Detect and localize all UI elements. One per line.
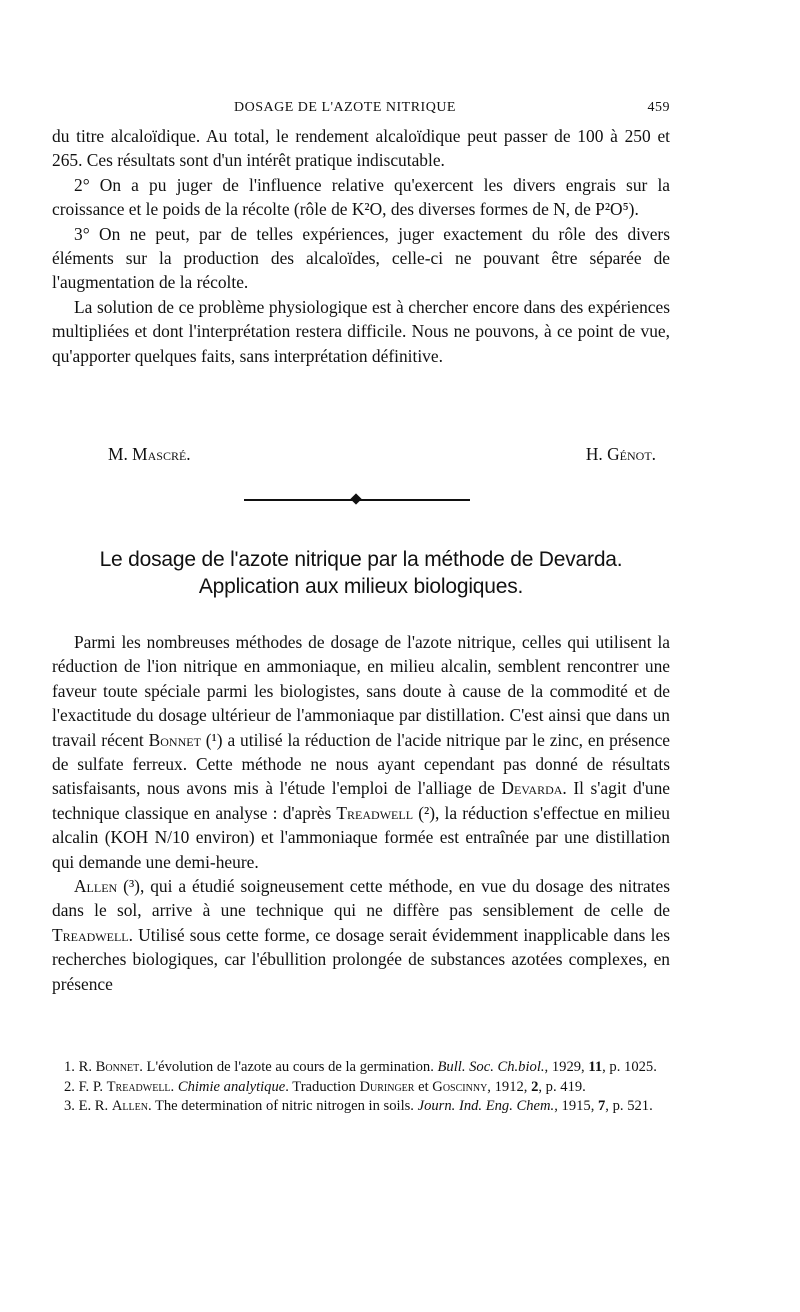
- article-title: [52, 546, 670, 600]
- author-name: Bonnet: [95, 1059, 140, 1075]
- paragraph: du titre alcaloïdique. Au total, le rendement alcaloïdique peut passer de 100 à 250 et 265. Ces résultats sont d'un intérêt pratique indiscutable.: [52, 126, 670, 171]
- paragraph: [52, 874, 670, 996]
- separator-diamond-icon: [350, 493, 361, 504]
- author-signature-genot: H. Génot.: [585, 444, 656, 464]
- text-run: , p. 1025.: [602, 1059, 657, 1075]
- author-name: Allen: [74, 876, 118, 897]
- author-signature-mascre: M. Mascré.: [108, 444, 191, 464]
- text-run: . Il s'agit d'une technique classique en analyse : d'après: [52, 778, 671, 823]
- text-run: 1. R.: [64, 1059, 96, 1075]
- author-name: Treadwell: [106, 1078, 171, 1095]
- text-run: et: [414, 1078, 433, 1095]
- journal-name: Bull. Soc. Ch.biol.: [437, 1059, 545, 1075]
- text-run: 2. F. P.: [64, 1078, 107, 1095]
- footnotes: [52, 1058, 670, 1117]
- journal-name: Journ. Ind. Eng. Chem.: [417, 1098, 555, 1115]
- book-title: Chimie analytique: [177, 1078, 286, 1095]
- text-run: . Utilisé sous cette forme, ce dosage serait évidemment inapplicable dans les recherches biologiques, car l'ébullition prolongée de substances azotées complexes, en présence: [52, 924, 670, 994]
- author-name: Treadwell: [52, 924, 129, 945]
- paragraph: La solution de ce problème physiologique est à chercher encore dans des expériences multipliées et dont l'interprétation restera difficile. Nous ne pouvons, à ce point de vue, qu'apporter quelques faits, sans interprétation définitive.: [52, 296, 670, 366]
- author-name: Treadwell: [336, 802, 414, 823]
- text-run: , p. 419.: [538, 1078, 586, 1095]
- page-number: 459: [647, 100, 670, 115]
- paragraph: 3° On ne peut, par de telles expériences, juger exactement du rôle des divers éléments sur la production des alcaloïdes, celle-ci ne pouvant être séparée de l'augmentation de la récolte.: [52, 223, 670, 293]
- text-run: , p. 521.: [605, 1098, 653, 1115]
- text-run: (²), la réduction s'effectue en milieu alcalin (KOH N/10 environ) et l'ammoniaque formée est entraînée par une distillation qui demande une demi-heure.: [52, 802, 670, 872]
- author-name: Devarda: [501, 778, 563, 799]
- text-run: . The determination of nitric nitrogen in soils.: [147, 1098, 418, 1115]
- article-title-line: Le dosage de l'azote nitrique par la méthode de Devarda.: [99, 548, 623, 571]
- text-run: , 1915,: [554, 1098, 598, 1115]
- text-run: . L'évolution de l'azote au cours de la germination.: [139, 1059, 438, 1075]
- running-header: [52, 100, 670, 120]
- translator-name: Goscinny: [432, 1078, 488, 1095]
- paragraph: 2° On a pu juger de l'influence relative qu'exercent les divers engrais sur la croissance et le poids de la récolte (rôle de K²O, des diverses formes de N, de P²O⁵).: [52, 174, 670, 220]
- text-run: Parmi les nombreuses méthodes de dosage de l'azote nitrique, celles qui utilisent la réduction de l'ion nitrique en ammoniaque, en milieu alcalin, semblent rencontrer une faveur toute spéciale parmi les biologistes, sans doute à cause de la commodité et de l'exactitude du dosage ultérieur de l'ammoniaque par distillation. C'est ainsi que dans un travail récent: [52, 632, 670, 750]
- volume-number: 7: [598, 1098, 606, 1115]
- article-subtitle-line: Application aux milieux biologiques.: [198, 575, 524, 598]
- paragraph: [52, 630, 670, 874]
- previous-article-conclusion: [52, 124, 670, 368]
- text-run: , 1929,: [544, 1059, 589, 1075]
- text-run: , 1912,: [487, 1078, 532, 1095]
- author-name: Allen: [111, 1098, 148, 1115]
- volume-number: 2: [531, 1078, 539, 1095]
- author-name: Bonnet: [148, 729, 201, 750]
- article-body: [52, 630, 670, 996]
- section-separator: [244, 495, 470, 505]
- volume-number: 11: [588, 1059, 603, 1075]
- footnote-3: [52, 1097, 670, 1117]
- text-run: (¹) a utilisé la réduction de l'acide nitrique par le zinc, en présence de sulfate ferreux. Cette méthode ne nous ayant cependant pas donné de résultats satisfaisants, nous avons mis à l'étude l'emploi de l'alliage de: [52, 729, 671, 799]
- text-run: (³), qui a étudié soigneusement cette méthode, en vue du dosage des nitrates dans le sol, arrive à une technique qui ne diffère pas sensiblement de celle de: [52, 876, 670, 921]
- text-run: 3. E. R.: [64, 1098, 112, 1115]
- translator-name: Duringer: [359, 1078, 415, 1095]
- footnote-2: [52, 1078, 670, 1098]
- author-signatures: [52, 444, 670, 468]
- footnote-1: [52, 1058, 670, 1078]
- running-title: DOSAGE DE L'AZOTE NITRIQUE: [234, 100, 456, 115]
- text-run: . Traduction: [285, 1078, 360, 1095]
- text-run: .: [170, 1078, 178, 1095]
